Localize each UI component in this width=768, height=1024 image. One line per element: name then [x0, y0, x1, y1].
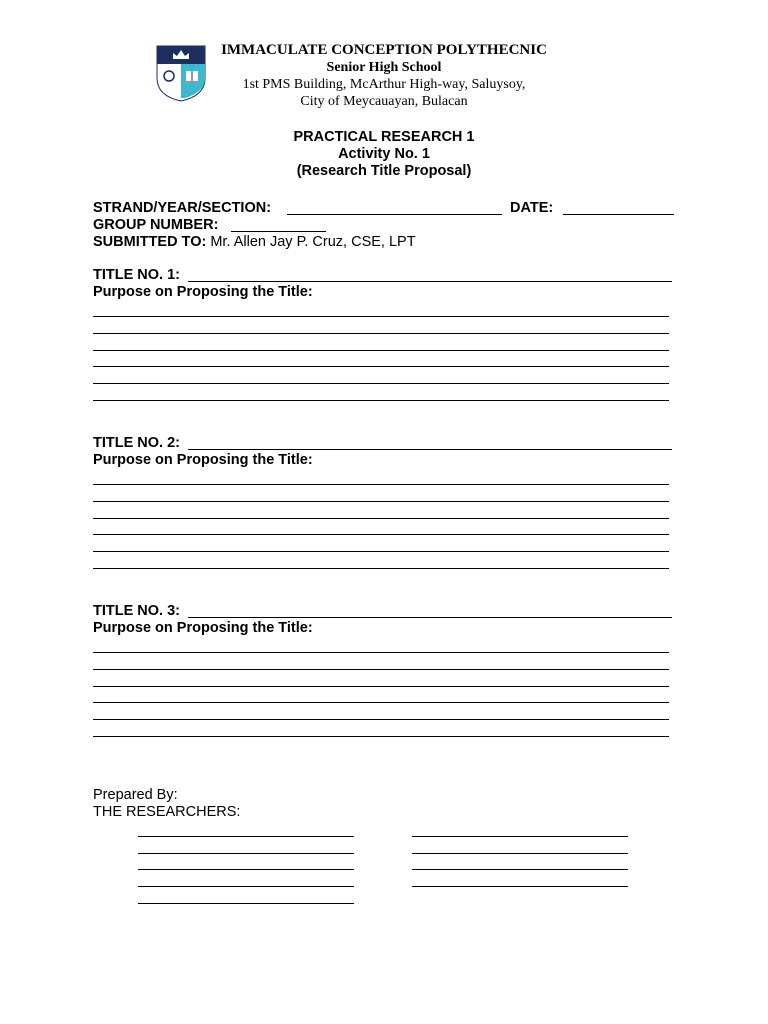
- title-3-purpose-line[interactable]: [93, 669, 669, 670]
- activity-title: [200, 129, 568, 180]
- submitted-to-label: SUBMITTED TO:: [93, 234, 207, 250]
- strand-label: STRAND/YEAR/SECTION:: [93, 200, 272, 216]
- group-number-label: GROUP NUMBER:: [93, 217, 219, 233]
- researcher-signature-line[interactable]: [138, 886, 354, 887]
- school-address-line1: 1st PMS Building, McArthur High-way, Saluysoy,: [242, 77, 526, 92]
- researcher-signature-line[interactable]: [138, 903, 354, 904]
- date-field[interactable]: [563, 214, 674, 215]
- researcher-signature-line[interactable]: [412, 869, 628, 870]
- school-name: IMMACULATE CONCEPTION POLYTHECNIC: [221, 42, 547, 58]
- title-2-purpose-line[interactable]: [93, 518, 669, 519]
- submitted-to-row: [93, 234, 416, 251]
- strand-field[interactable]: [287, 214, 502, 215]
- title-1-purpose-line[interactable]: [93, 366, 669, 367]
- title-2-purpose-line[interactable]: [93, 568, 669, 569]
- title-3-label: TITLE NO. 3:: [93, 603, 180, 619]
- title-1-purpose-line[interactable]: [93, 400, 669, 401]
- submitted-to-value: Mr. Allen Jay P. Cruz, CSE, LPT: [210, 234, 416, 250]
- researcher-signature-line[interactable]: [138, 836, 354, 837]
- title-3-purpose-line[interactable]: [93, 736, 669, 737]
- school-header: [200, 41, 568, 110]
- title-1-label: TITLE NO. 1:: [93, 267, 180, 283]
- title-3-purpose-line[interactable]: [93, 702, 669, 703]
- school-address-line2: City of Meycauayan, Bulacan: [300, 94, 468, 109]
- title-1-purpose-label: Purpose on Proposing the Title:: [93, 284, 313, 300]
- title-2-purpose-line[interactable]: [93, 551, 669, 552]
- researcher-signature-line[interactable]: [138, 853, 354, 854]
- school-shield-logo-icon: [156, 44, 206, 102]
- researcher-signature-line[interactable]: [412, 853, 628, 854]
- title-1-purpose-line[interactable]: [93, 316, 669, 317]
- activity-subject: PRACTICAL RESEARCH 1: [293, 129, 475, 145]
- title-1-purpose-line[interactable]: [93, 383, 669, 384]
- title-2-purpose-label: Purpose on Proposing the Title:: [93, 452, 313, 468]
- title-1-field[interactable]: [188, 281, 672, 282]
- title-2-label: TITLE NO. 2:: [93, 435, 180, 451]
- researcher-signature-line[interactable]: [412, 886, 628, 887]
- title-1-purpose-line[interactable]: [93, 333, 669, 334]
- activity-subtitle: (Research Title Proposal): [296, 163, 472, 179]
- title-2-field[interactable]: [188, 449, 672, 450]
- researcher-signature-line[interactable]: [138, 869, 354, 870]
- title-3-purpose-line[interactable]: [93, 686, 669, 687]
- date-label: DATE:: [510, 200, 554, 216]
- title-2-purpose-line[interactable]: [93, 501, 669, 502]
- prepared-by-label: Prepared By:: [93, 787, 178, 803]
- title-3-purpose-label: Purpose on Proposing the Title:: [93, 620, 313, 636]
- title-3-purpose-line[interactable]: [93, 652, 669, 653]
- title-3-field[interactable]: [188, 617, 672, 618]
- school-unit: Senior High School: [326, 60, 442, 75]
- title-3-purpose-line[interactable]: [93, 719, 669, 720]
- title-2-purpose-line[interactable]: [93, 484, 669, 485]
- title-1-purpose-line[interactable]: [93, 350, 669, 351]
- group-number-field[interactable]: [231, 231, 326, 232]
- researcher-signature-line[interactable]: [412, 836, 628, 837]
- researchers-label: THE RESEARCHERS:: [93, 804, 241, 820]
- activity-number: Activity No. 1: [338, 146, 430, 162]
- title-2-purpose-line[interactable]: [93, 534, 669, 535]
